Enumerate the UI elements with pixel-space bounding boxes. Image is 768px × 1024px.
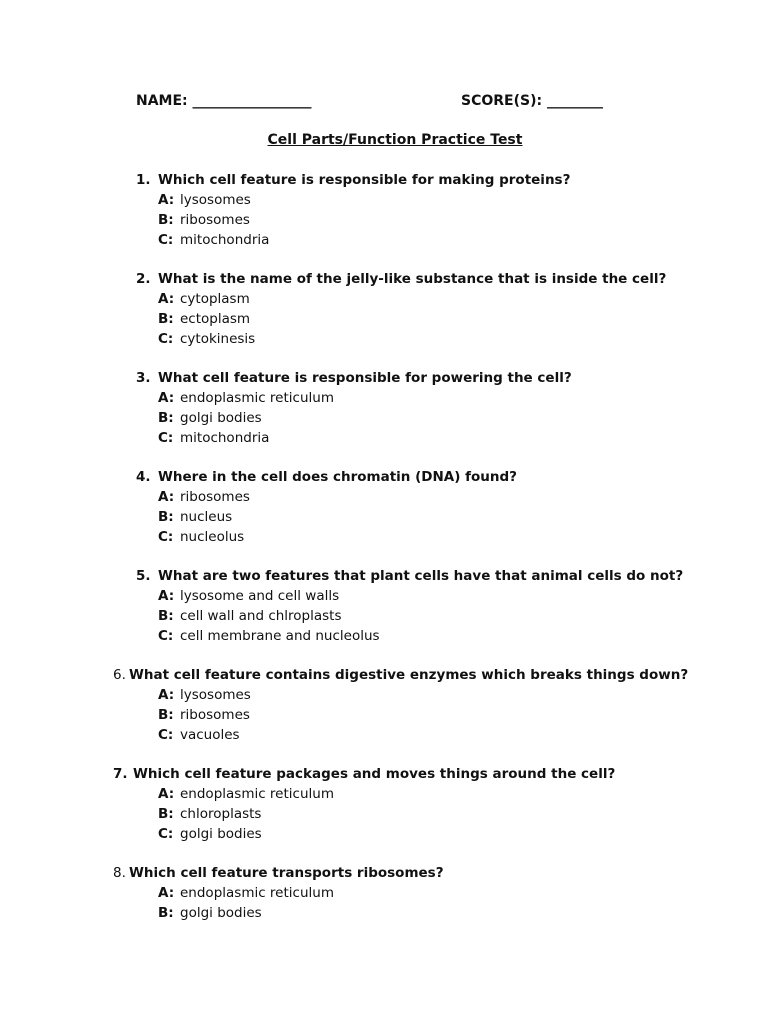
answer-option-c: [0, 826, 768, 846]
option-text: endoplasmic reticulum: [180, 885, 334, 901]
option-text: golgi bodies: [180, 905, 262, 921]
question-line: [0, 469, 768, 489]
question-text: What are two features that plant cells have that animal cells do not?: [158, 568, 684, 584]
answer-option-a: [0, 192, 768, 212]
answer-options: [0, 588, 768, 648]
option-text: cell membrane and nucleolus: [180, 628, 380, 644]
option-text: chloroplasts: [180, 806, 262, 822]
option-letter: A:: [158, 291, 175, 307]
answer-option-a: [0, 786, 768, 806]
question-number: 6.: [113, 667, 126, 683]
option-text: ribosomes: [180, 212, 250, 228]
option-text: nucleus: [180, 509, 233, 525]
question-line: [0, 568, 768, 588]
option-letter: B:: [158, 311, 174, 327]
answer-option-a: [0, 390, 768, 410]
question-line: [0, 271, 768, 291]
option-text: golgi bodies: [180, 826, 262, 842]
option-text: golgi bodies: [180, 410, 262, 426]
answer-option-c: [0, 331, 768, 351]
option-letter: C:: [158, 232, 174, 248]
question-number: 2.: [136, 271, 151, 287]
option-letter: B:: [158, 608, 174, 624]
question-text: What is the name of the jelly-like substance that is inside the cell?: [158, 271, 667, 287]
option-text: lysosomes: [180, 192, 251, 208]
option-letter: B:: [158, 212, 174, 228]
option-text: endoplasmic reticulum: [180, 390, 334, 406]
question-text: Where in the cell does chromatin (DNA) found?: [158, 469, 517, 485]
option-letter: C:: [158, 628, 174, 644]
question-line: [0, 370, 768, 390]
header-row: [0, 93, 768, 115]
answer-option-b: [0, 608, 768, 628]
option-letter: C:: [158, 430, 174, 446]
question-text: What cell feature is responsible for powering the cell?: [158, 370, 572, 386]
answer-option-b: [0, 509, 768, 529]
page-title: Cell Parts/Function Practice Test: [267, 132, 523, 148]
question-4: [0, 469, 768, 549]
answer-option-c: [0, 628, 768, 648]
question-2: [0, 271, 768, 351]
answer-options: [0, 291, 768, 351]
option-text: mitochondria: [180, 232, 270, 248]
question-text: Which cell feature packages and moves things around the cell?: [133, 766, 616, 782]
question-6: [0, 667, 768, 747]
question-line: [0, 865, 768, 885]
answer-option-c: [0, 529, 768, 549]
answer-options: [0, 390, 768, 450]
option-letter: C:: [158, 826, 174, 842]
answer-option-b: [0, 212, 768, 232]
question-text: Which cell feature is responsible for making proteins?: [158, 172, 571, 188]
score-field: SCORE(S): ________: [461, 93, 603, 109]
answer-option-a: [0, 489, 768, 509]
answer-option-a: [0, 687, 768, 707]
option-letter: A:: [158, 588, 175, 604]
option-letter: C:: [158, 727, 174, 743]
name-field: NAME: _________________: [136, 93, 312, 109]
answer-option-a: [0, 291, 768, 311]
option-text: cytoplasm: [180, 291, 250, 307]
answer-options: [0, 192, 768, 252]
option-text: lysosomes: [180, 687, 251, 703]
option-letter: B:: [158, 806, 174, 822]
option-text: cell wall and chlroplasts: [180, 608, 342, 624]
option-letter: A:: [158, 489, 175, 505]
question-7: [0, 766, 768, 846]
option-letter: A:: [158, 786, 175, 802]
question-text: Which cell feature transports ribosomes?: [129, 865, 444, 881]
answer-options: [0, 885, 768, 925]
answer-option-c: [0, 430, 768, 450]
answer-options: [0, 687, 768, 747]
option-letter: A:: [158, 390, 175, 406]
answer-option-c: [0, 232, 768, 252]
answer-option-b: [0, 410, 768, 430]
option-text: cytokinesis: [180, 331, 256, 347]
question-number: 1.: [136, 172, 151, 188]
question-number: 5.: [136, 568, 151, 584]
answer-option-b: [0, 707, 768, 727]
question-8: [0, 865, 768, 925]
option-letter: A:: [158, 885, 175, 901]
option-letter: A:: [158, 192, 175, 208]
question-number: 8.: [113, 865, 126, 881]
option-letter: C:: [158, 529, 174, 545]
answer-option-c: [0, 727, 768, 747]
question-3: [0, 370, 768, 450]
option-letter: B:: [158, 410, 174, 426]
question-text: What cell feature contains digestive enzymes which breaks things down?: [129, 667, 689, 683]
answer-option-b: [0, 905, 768, 925]
answer-option-a: [0, 885, 768, 905]
answer-option-a: [0, 588, 768, 608]
option-text: mitochondria: [180, 430, 270, 446]
question-number: 3.: [136, 370, 151, 386]
question-1: [0, 172, 768, 252]
option-letter: B:: [158, 905, 174, 921]
option-text: nucleolus: [180, 529, 245, 545]
question-line: [0, 667, 768, 687]
question-number: 7.: [113, 766, 128, 782]
question-number: 4.: [136, 469, 151, 485]
answer-option-b: [0, 806, 768, 826]
option-text: ribosomes: [180, 707, 250, 723]
option-text: ribosomes: [180, 489, 250, 505]
answer-options: [0, 786, 768, 846]
option-text: endoplasmic reticulum: [180, 786, 334, 802]
question-line: [0, 172, 768, 192]
option-text: vacuoles: [180, 727, 240, 743]
option-letter: B:: [158, 509, 174, 525]
answer-option-b: [0, 311, 768, 331]
option-letter: B:: [158, 707, 174, 723]
question-line: [0, 766, 768, 786]
option-text: ectoplasm: [180, 311, 251, 327]
option-letter: A:: [158, 687, 175, 703]
answer-options: [0, 489, 768, 549]
option-letter: C:: [158, 331, 174, 347]
option-text: lysosome and cell walls: [180, 588, 340, 604]
question-5: [0, 568, 768, 648]
